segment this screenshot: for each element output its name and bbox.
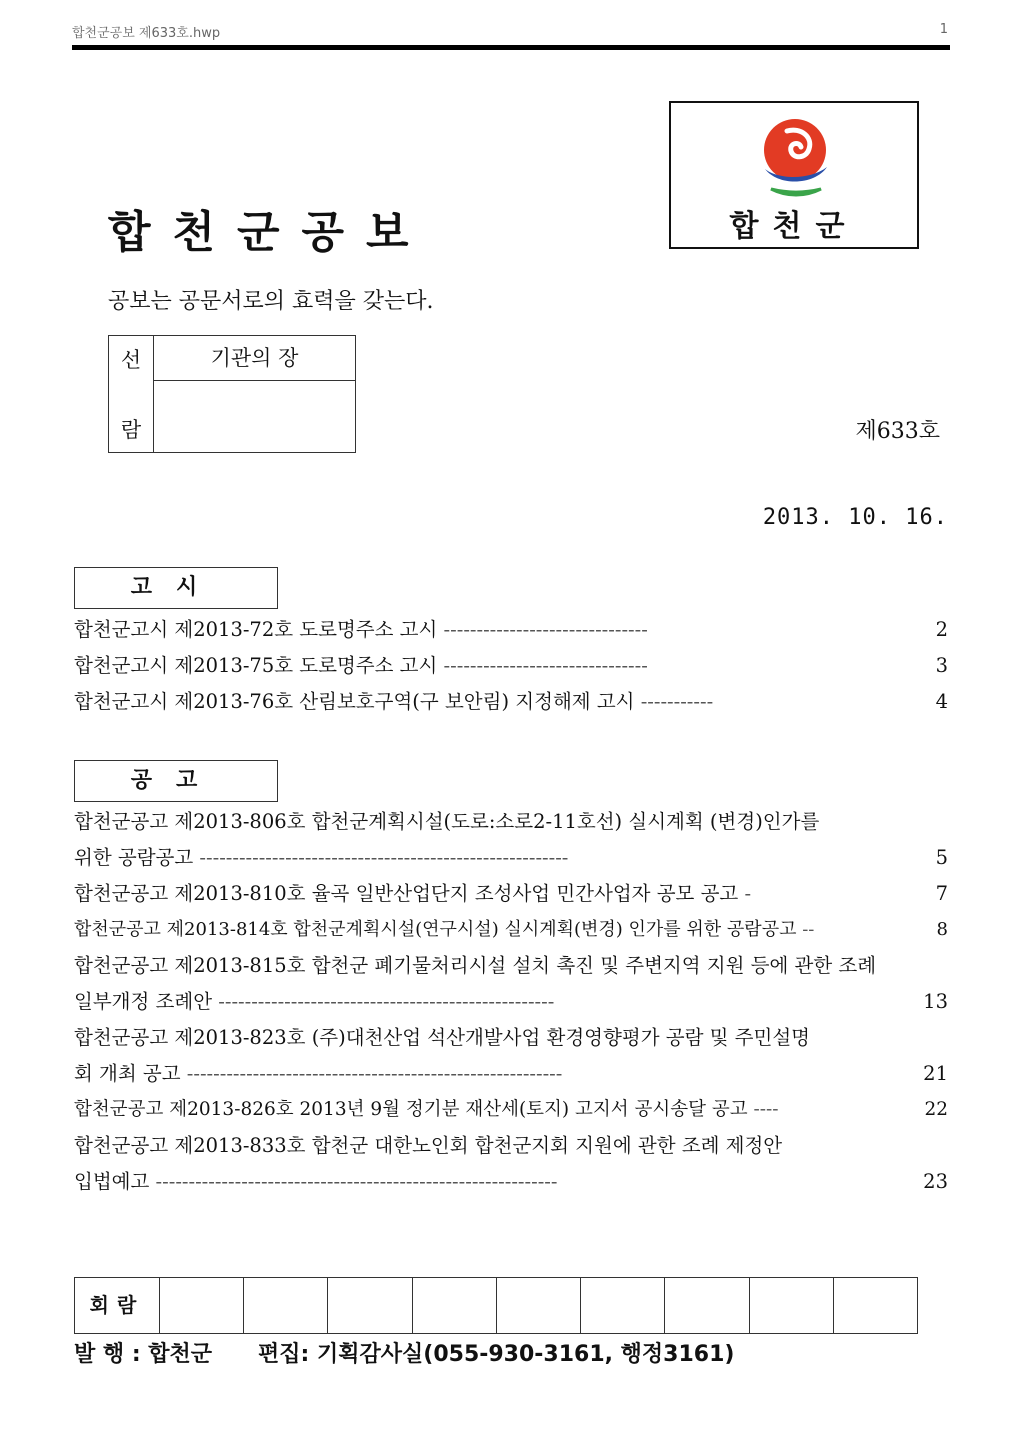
toc-page-number: 2 [930, 614, 948, 646]
emblem-grass [771, 189, 821, 195]
review-label: 회람 [75, 1278, 160, 1333]
toc-page-number: 22 [918, 1094, 948, 1126]
toc-entry-line[interactable]: 합천군공고 제2013-806호 합천군계획시설(도로:소로2-11호선) 실시계획 (변경)인가를 [74, 810, 820, 833]
toc-entry-text: 합천군공고 제2013-810호 율곡 일반산업단지 조성사업 민간사업자 공모 공고 [74, 882, 745, 905]
toc-entry-text: 합천군고시 제2013-76호 산림보호구역(구 보안림) 지정해제 고시 [74, 690, 641, 713]
review-cell [328, 1278, 412, 1333]
toc-entry[interactable] [74, 1166, 950, 1198]
toc-leader-dots: ------------------------------------------------------------- [155, 1170, 558, 1193]
review-cell [244, 1278, 328, 1333]
editor: 편집: 기획감사실(055-930-3161, 행정3161) [258, 1342, 735, 1367]
page-number: 1 [939, 22, 948, 37]
toc-entry-line[interactable]: 합천군공고 제2013-833호 합천군 대한노인회 합천군지회 지원에 관한 조례 제정안 [74, 1134, 783, 1157]
toc-page-number: 23 [917, 1166, 948, 1198]
toc-leader-dots: ---- [753, 1099, 779, 1120]
toc-leader-dots: -- [802, 919, 815, 940]
toc-page-number: 4 [930, 686, 948, 718]
toc-entry-text: 위한 공람공고 [74, 846, 200, 869]
toc-entry-text: 합천군공고 제2013-814호 합천군계획시설(연구시설) 실시계획(변경) 인가를 위한 공람공고 [74, 919, 803, 940]
toc-entry[interactable] [74, 1094, 950, 1126]
toc-leader-dots: ------------------------------- [443, 654, 648, 677]
toc-leader-dots: -------------------------------------------------------- [199, 846, 569, 869]
toc-leader-dots: - [744, 882, 752, 905]
toc-entry-line[interactable]: 합천군공고 제2013-815호 합천군 폐기물처리시설 설치 촉진 및 주변지역 지원 등에 관한 조례 [74, 954, 877, 977]
review-cell [834, 1278, 917, 1333]
toc-page-number: 8 [931, 914, 948, 946]
toc-entry-text: 일부개정 조례안 [74, 990, 219, 1013]
review-table [74, 1277, 918, 1334]
toc-entry[interactable] [74, 686, 950, 718]
toc-entry-text: 합천군고시 제2013-72호 도로명주소 고시 [74, 618, 444, 641]
notices-section-label: 고시 [74, 567, 278, 609]
toc-entry[interactable] [74, 986, 950, 1018]
logo-text: 합천군 [729, 209, 859, 244]
toc-page-number: 21 [917, 1058, 948, 1090]
review-cell [581, 1278, 665, 1333]
county-emblem-icon [757, 117, 833, 199]
announcements-section-label: 공고 [74, 760, 278, 802]
toc-entry[interactable] [74, 614, 950, 646]
review-cell [160, 1278, 244, 1333]
header-rule [72, 45, 950, 50]
circulation-header: 기관의 장 [154, 336, 355, 381]
toc-page-number: 7 [930, 878, 948, 910]
toc-entry-line[interactable]: 합천군공고 제2013-823호 (주)대천산업 석산개발사업 환경영향평가 공람 및 주민설명 [74, 1026, 810, 1049]
toc-entry[interactable] [74, 842, 950, 874]
toc-entry-text: 회 개최 공고 [74, 1062, 187, 1085]
county-logo [669, 101, 919, 249]
toc-entry-text: 합천군고시 제2013-75호 도로명주소 고시 [74, 654, 444, 677]
publication-footer [74, 1337, 734, 1368]
toc-leader-dots: --------------------------------------------------------- [186, 1062, 563, 1085]
issue-number: 제633호 [855, 419, 940, 444]
circulation-label-top: 선 [120, 348, 142, 372]
review-cell [750, 1278, 834, 1333]
review-cell [497, 1278, 581, 1333]
circulation-box [108, 335, 356, 453]
toc-entry-text: 입법예고 [74, 1170, 156, 1193]
toc-entry-text: 합천군공고 제2013-826호 2013년 9월 정기분 재산세(토지) 고지서 공시송달 공고 [74, 1099, 754, 1120]
toc-page-number: 13 [917, 986, 948, 1018]
toc-leader-dots: --------------------------------------------------- [218, 990, 555, 1013]
circulation-label-bottom: 람 [120, 418, 142, 442]
toc-page-number: 5 [930, 842, 948, 874]
subtitle: 공보는 공문서로의 효력을 갖는다. [108, 289, 434, 314]
review-cell [665, 1278, 749, 1333]
toc-page-number: 3 [930, 650, 948, 682]
toc-leader-dots: ------------------------------- [443, 618, 648, 641]
toc-entry[interactable] [74, 914, 950, 946]
publisher: 발 행 : 합천군 [74, 1342, 213, 1367]
toc-entry[interactable] [74, 650, 950, 682]
page-title: 합천군공보 [108, 207, 431, 258]
file-name-header: 합천군공보 제633호.hwp [72, 26, 221, 41]
toc-entry[interactable] [74, 878, 950, 910]
review-cell [413, 1278, 497, 1333]
toc-entry[interactable] [74, 1058, 950, 1090]
toc-leader-dots: ----------- [640, 690, 714, 713]
issue-date: 2013. 10. 16. [762, 505, 948, 530]
